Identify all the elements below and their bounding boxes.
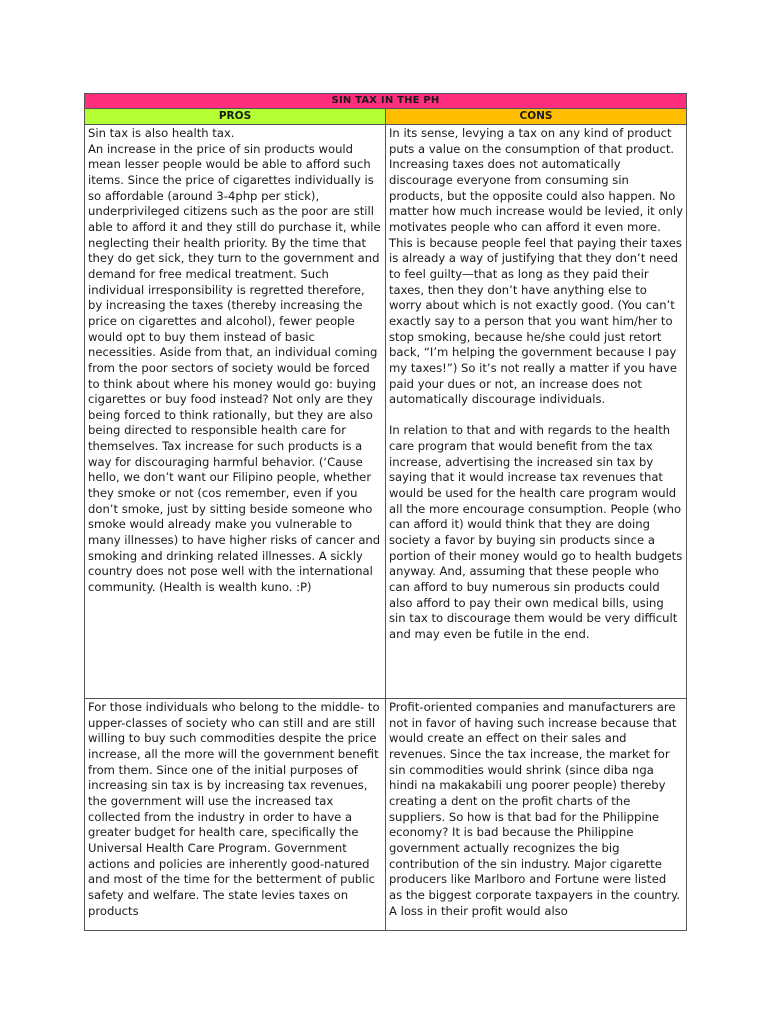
pros-text-1: Sin tax is also health tax. An increase in the price of sin products would mean lesser people would be able to afford such items. Since the price of cigarettes individually is so affordable (around 3-4php per stick), underprivileged citizens such as the poor are still able to afford it and they still do purchase it, while neglecting their health priority. By the time that they do get sick, they turn to the government and demand for free medical treatment. Such individual irresponsibility is regretted therefore, by increasing the taxes (thereby increasing the price on cigarettes and alcohol), fewer people would opt to buy them instead of basic necessities. Aside from that, an individual coming from the poor sectors of society would be forced to think about where his money would go: buying cigarettes or buy food instead? Not only are they being forced to think rationally, but they are also being directed to responsible health care for themselves. Tax increase for such products is a way for discouraging harmful behavior. (‘Cause hello, we don’t want our Filipino people, whether they smoke or not (cos remember, even if you don’t smoke, just by sitting beside someone who smoke would already make you vulnerable to many illnesses) to have higher risks of cancer and smoking and drinking related illnesses. A sickly country does not pose well with the international community. (Health is wealth kuno. :P) [88,126,381,595]
cons-cell-2 [386,699,687,931]
cons-text-1b: In relation to that and with regards to the health care program that would benefit from the tax increase, advertising the increased sin tax by saying that it would increase tax revenues that would be used for the health care program would all the more encourage consumption. People (who can afford it) would think that they are doing society a favor by buying sin products since a portion of their money would go to health budgets anyway. And, assuming that these people who can afford to buy numerous sin products could also afford to pay their own medical bills, using sin tax to discourage them would be very difficult and may even be futile in the end. [389,423,686,641]
cons-header: CONS [386,109,687,125]
sin-tax-table [84,93,687,931]
pros-text-2: For those individuals who belong to the middle- to upper-classes of society who can still and are still willing to buy such commodities despite the price increase, all the more will the government benefit from them. Since one of the initial purposes of increasing sin tax is by increasing tax revenues, the government will use the increased tax collected from the industry in order to have a greater budget for health care, specifically the Universal Health Care Program. Government actions and policies are inherently good-natured and most of the time for the betterment of public safety and welfare. The state levies taxes on products [88,700,384,918]
cons-text-1a: In its sense, levying a tax on any kind of product puts a value on the consumption of that product. Increasing taxes does not automatically discourage everyone from consuming sin products, but the opposite could also happen. No matter how much increase would be levied, it only motivates people who can afford it even more. This is because people feel that paying their taxes is already a way of justifying that they don’t need to feel guilty—that as long as they paid their taxes, then they don’t have anything else to worry about which is not exactly good. (You can’t exactly say to a person that you want him/her to stop smoking, because he/she could just retort back, “I’m helping the government because I pay my taxes!”) So it’s not really a matter if you have paid your dues or not, an increase does not automatically discourage individuals. [389,126,687,407]
pros-header: PROS [85,109,386,125]
table-title: SIN TAX IN THE PH [85,94,687,109]
pros-cell-1 [85,125,386,699]
pros-cell-2 [85,699,386,931]
cons-cell-1 [386,125,687,699]
cons-text-2: Profit-oriented companies and manufacturers are not in favor of having such increase because that would create an effect on their sales and revenues. Since the tax increase, the market for sin commodities would shrink (since diba nga hindi na makakabili ung poorer people) thereby creating a dent on the profit charts of the suppliers. So how is that bad for the Philippine economy? It is bad because the Philippine government actually recognizes the big contribution of the sin industry. Major cigarette producers like Marlboro and Fortune were listed as the biggest corporate taxpayers in the country. A loss in their profit would also [389,700,684,918]
